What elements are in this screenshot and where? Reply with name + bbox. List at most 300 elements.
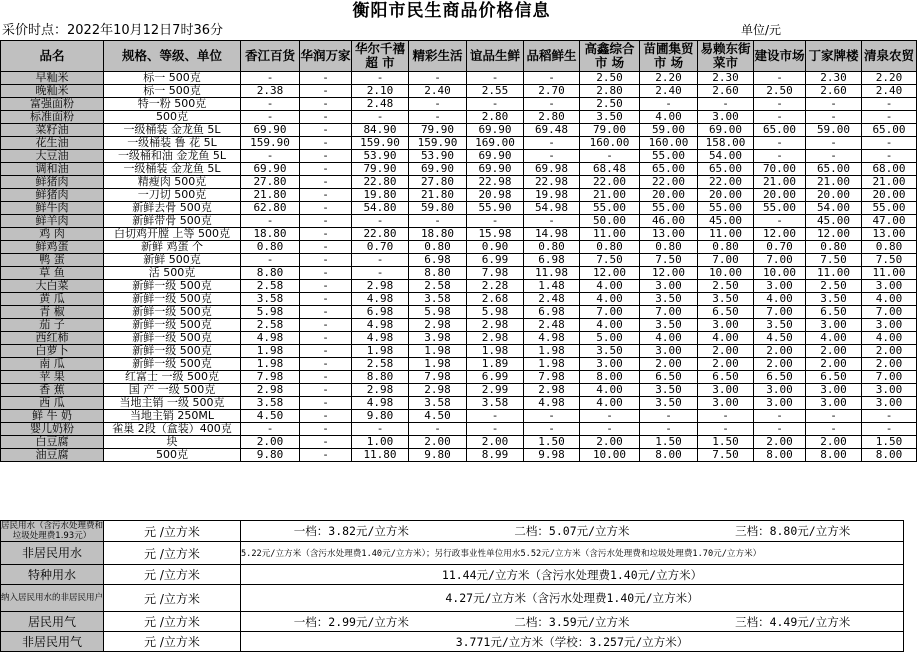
price-cell: -	[352, 215, 409, 228]
price-cell: 68.00	[862, 163, 917, 176]
price-cell: -	[300, 449, 352, 462]
product-name: 白萝卜	[1, 345, 104, 358]
price-cell: -	[524, 98, 580, 111]
price-cell: 7.98	[524, 371, 580, 384]
price-cell: 11.00	[862, 267, 917, 280]
price-cell: 4.00	[862, 293, 917, 306]
product-name: 晚籼米	[1, 85, 104, 98]
product-name: 鲜 牛 奶	[1, 410, 104, 423]
table-row	[1, 228, 917, 241]
product-spec: 500克	[104, 449, 241, 462]
price-cell: 69.90	[467, 124, 524, 137]
product-spec: 当地主销 一级 500克	[104, 397, 241, 410]
utility-text: 4.27元/立方米（含污水处理费1.40元/立方米）	[445, 591, 699, 605]
table-row	[1, 397, 917, 410]
utility-name: 非居民用水	[1, 542, 104, 565]
price-cell: -	[640, 410, 698, 423]
price-cell: 0.90	[467, 241, 524, 254]
price-cell: 6.98	[409, 254, 467, 267]
utility-tier: 三档：8.80元/立方米	[735, 524, 851, 538]
price-cell: 9.80	[409, 449, 467, 462]
price-cell: -	[300, 436, 352, 449]
table-row	[1, 215, 917, 228]
price-cell: 2.40	[862, 85, 917, 98]
price-cell: -	[524, 150, 580, 163]
price-cell: 3.58	[467, 397, 524, 410]
utility-unit: 元 /立方米	[104, 612, 241, 632]
price-cell: -	[806, 423, 862, 436]
price-cell: 3.50	[580, 345, 640, 358]
product-name: 富强面粉	[1, 98, 104, 111]
price-cell: 5.00	[580, 332, 640, 345]
product-name: 菜籽油	[1, 124, 104, 137]
price-cell: 4.50	[754, 332, 806, 345]
price-cell: 18.80	[409, 228, 467, 241]
price-cell: 55.90	[467, 202, 524, 215]
price-cell: 12.00	[806, 228, 862, 241]
column-header: 品稻鲜生	[524, 41, 580, 72]
price-cell: 0.80	[698, 241, 754, 254]
utility-text: 11.44元/立方米（含污水处理费1.40元/立方米）	[441, 567, 703, 582]
price-cell: 8.00	[806, 449, 862, 462]
price-cell: 1.98	[524, 345, 580, 358]
utility-tier: 二档：5.07元/立方米	[514, 524, 630, 538]
product-name: 香 蕉	[1, 384, 104, 397]
table-row	[1, 358, 917, 371]
price-cell: 50.00	[580, 215, 640, 228]
utility-name: 特种用水	[1, 565, 104, 585]
price-cell: -	[241, 150, 300, 163]
column-header: 高鑫综合市 场	[580, 41, 640, 72]
price-cell: 2.68	[467, 293, 524, 306]
price-cell: 65.00	[806, 163, 862, 176]
price-cell: 65.00	[640, 163, 698, 176]
price-cell: 1.00	[352, 436, 409, 449]
product-spec: 特一粉 500克	[104, 98, 241, 111]
utility-price	[241, 612, 904, 632]
price-cell: 3.00	[754, 384, 806, 397]
price-cell: -	[352, 423, 409, 436]
price-cell: 3.00	[698, 384, 754, 397]
price-cell: 2.60	[698, 85, 754, 98]
price-cell: -	[300, 345, 352, 358]
price-cell: -	[524, 137, 580, 150]
price-cell: 0.80	[806, 241, 862, 254]
price-cell: 6.50	[754, 371, 806, 384]
price-cell: -	[409, 111, 467, 124]
price-cell: 68.48	[580, 163, 640, 176]
product-spec: 一刀切 500克	[104, 189, 241, 202]
price-cell: 2.80	[580, 85, 640, 98]
price-cell: 6.50	[698, 371, 754, 384]
price-cell: 69.48	[524, 124, 580, 137]
price-cell: -	[300, 384, 352, 397]
price-time: 采价时点：2022年10月12日7时36分	[2, 23, 223, 38]
price-cell: 22.00	[640, 176, 698, 189]
price-cell: 4.98	[352, 397, 409, 410]
price-cell: 2.80	[524, 111, 580, 124]
price-cell: 69.90	[409, 163, 467, 176]
table-row	[1, 85, 917, 98]
column-header: 清泉农贸	[862, 41, 917, 72]
table-row	[1, 72, 917, 85]
price-cell: 7.00	[640, 306, 698, 319]
price-cell: 2.60	[806, 85, 862, 98]
price-cell: 3.58	[241, 397, 300, 410]
price-cell: 69.98	[524, 163, 580, 176]
price-cell: 2.58	[409, 280, 467, 293]
price-cell: -	[754, 98, 806, 111]
price-cell: 0.80	[862, 241, 917, 254]
price-cell: 3.00	[580, 358, 640, 371]
utility-tier: 一档：2.99元/立方米	[293, 614, 409, 629]
table-row	[1, 150, 917, 163]
table-row	[1, 254, 917, 267]
price-cell: -	[300, 371, 352, 384]
price-cell: 4.00	[580, 384, 640, 397]
price-cell: 22.80	[352, 228, 409, 241]
price-cell: -	[806, 137, 862, 150]
price-cell: 6.98	[524, 306, 580, 319]
table-row	[1, 98, 917, 111]
price-cell: 2.58	[241, 280, 300, 293]
table-row	[1, 111, 917, 124]
price-cell: 2.30	[806, 72, 862, 85]
product-spec: 新鲜一级 500克	[104, 306, 241, 319]
price-cell: 20.00	[806, 189, 862, 202]
price-cell: 7.50	[862, 254, 917, 267]
price-cell: -	[754, 215, 806, 228]
price-cell: 7.98	[409, 371, 467, 384]
price-cell: 7.50	[698, 449, 754, 462]
price-cell: 159.90	[409, 137, 467, 150]
price-cell: 22.00	[580, 176, 640, 189]
price-cell: -	[409, 215, 467, 228]
table-row	[1, 384, 917, 397]
price-cell: 19.80	[352, 189, 409, 202]
price-cell: 69.00	[698, 124, 754, 137]
price-cell: 3.50	[640, 293, 698, 306]
price-cell: 2.58	[352, 358, 409, 371]
price-cell: -	[300, 319, 352, 332]
price-cell: 4.50	[241, 410, 300, 423]
table-row	[1, 449, 917, 462]
price-cell: -	[640, 423, 698, 436]
table-row	[1, 436, 917, 449]
product-name: 西红柿	[1, 332, 104, 345]
price-cell: 69.90	[467, 163, 524, 176]
price-cell: 160.00	[640, 137, 698, 150]
price-cell: 8.00	[862, 449, 917, 462]
table-header-row	[1, 41, 917, 72]
page-title: 衡阳市民生商品价格信息	[352, 1, 551, 21]
price-cell: -	[754, 423, 806, 436]
price-cell: 6.99	[467, 371, 524, 384]
price-cell: -	[352, 111, 409, 124]
product-spec: 一级桶装 金龙鱼 5L	[104, 163, 241, 176]
table-row	[1, 306, 917, 319]
price-cell: 2.48	[352, 98, 409, 111]
product-spec: 块	[104, 436, 241, 449]
utility-price	[241, 542, 904, 565]
product-spec: 活 500克	[104, 267, 241, 280]
price-cell: -	[241, 423, 300, 436]
utility-text: 3.771元/立方米（学校：3.257元/立方米）	[455, 634, 689, 649]
price-cell: 2.50	[698, 280, 754, 293]
price-cell: -	[300, 254, 352, 267]
price-cell: -	[524, 72, 580, 85]
price-cell: 12.00	[580, 267, 640, 280]
price-cell: 2.98	[241, 384, 300, 397]
price-cell: 4.00	[580, 319, 640, 332]
price-cell: 2.20	[862, 72, 917, 85]
price-cell: 20.00	[698, 189, 754, 202]
price-cell: 2.98	[409, 319, 467, 332]
price-cell: 4.98	[241, 332, 300, 345]
utility-tier: 一档：3.82元/立方米	[293, 524, 409, 538]
utility-price	[241, 585, 904, 612]
price-cell: 1.98	[467, 345, 524, 358]
price-cell: 11.00	[806, 267, 862, 280]
price-cell: -	[241, 215, 300, 228]
price-cell: 79.00	[580, 124, 640, 137]
price-cell: 3.50	[580, 111, 640, 124]
price-cell: 2.00	[754, 436, 806, 449]
price-cell: -	[862, 410, 917, 423]
price-cell: 2.98	[467, 319, 524, 332]
price-cell: 6.50	[806, 306, 862, 319]
price-cell: 21.00	[862, 176, 917, 189]
price-cell: 2.50	[754, 85, 806, 98]
price-cell: 55.00	[754, 202, 806, 215]
price-cell: 2.80	[467, 111, 524, 124]
price-cell: -	[806, 410, 862, 423]
price-cell: -	[524, 410, 580, 423]
price-cell: 1.50	[862, 436, 917, 449]
price-cell: 12.00	[754, 228, 806, 241]
price-cell: 0.80	[409, 241, 467, 254]
price-cell: 6.98	[352, 306, 409, 319]
price-cell: -	[862, 150, 917, 163]
price-cell: 3.00	[806, 397, 862, 410]
price-cell: 11.98	[524, 267, 580, 280]
price-cell: -	[806, 98, 862, 111]
product-name: 鸭 蛋	[1, 254, 104, 267]
price-cell: 3.00	[806, 384, 862, 397]
unit-label: 单位/元	[741, 23, 782, 37]
price-cell: 2.40	[409, 85, 467, 98]
price-cell: 2.30	[698, 72, 754, 85]
price-cell: 1.50	[524, 436, 580, 449]
price-cell: -	[241, 111, 300, 124]
price-cell: -	[467, 410, 524, 423]
product-name: 青 椒	[1, 306, 104, 319]
product-spec: 新鲜 500克	[104, 254, 241, 267]
price-cell: 7.00	[754, 254, 806, 267]
price-cell: 3.00	[754, 397, 806, 410]
table-row	[1, 332, 917, 345]
price-cell: 20.98	[467, 189, 524, 202]
column-header: 华尔千禧超 市	[352, 41, 409, 72]
price-cell: 2.00	[467, 436, 524, 449]
price-cell: 7.00	[862, 306, 917, 319]
price-cell: 4.00	[580, 293, 640, 306]
product-name: 茄 子	[1, 319, 104, 332]
price-cell: -	[300, 423, 352, 436]
price-cell: 10.00	[698, 267, 754, 280]
product-spec: 红富士 一级 500克	[104, 371, 241, 384]
utility-row	[1, 585, 904, 612]
column-header: 谊品生鲜	[467, 41, 524, 72]
price-cell: 7.50	[640, 254, 698, 267]
price-cell: 8.00	[754, 449, 806, 462]
price-cell: 21.00	[580, 189, 640, 202]
product-spec: 新鲜去骨 500克	[104, 202, 241, 215]
price-cell: 3.50	[640, 397, 698, 410]
price-cell: 3.00	[862, 397, 917, 410]
price-cell: -	[467, 98, 524, 111]
price-cell: -	[698, 98, 754, 111]
product-name: 西 瓜	[1, 397, 104, 410]
product-spec: 新鲜带骨 500克	[104, 215, 241, 228]
price-cell: 21.00	[806, 176, 862, 189]
price-cell: 13.00	[862, 228, 917, 241]
price-cell: 69.90	[467, 150, 524, 163]
utility-name: 纳入居民用水的非居民用户	[1, 585, 104, 612]
price-cell: -	[300, 111, 352, 124]
price-cell: 22.80	[352, 176, 409, 189]
price-cell: -	[352, 254, 409, 267]
utility-unit: 元 /立方米	[104, 585, 241, 612]
price-cell: 22.98	[467, 176, 524, 189]
table-row	[1, 267, 917, 280]
price-cell: -	[754, 150, 806, 163]
price-cell: 159.90	[352, 137, 409, 150]
product-name: 婴儿奶粉	[1, 423, 104, 436]
price-cell: 8.80	[409, 267, 467, 280]
price-cell: 59.00	[806, 124, 862, 137]
price-cell: 1.98	[409, 345, 467, 358]
column-header: 精彩生活	[409, 41, 467, 72]
price-cell: 0.80	[241, 241, 300, 254]
price-cell: -	[300, 397, 352, 410]
product-name: 大豆油	[1, 150, 104, 163]
price-cell: 6.50	[806, 371, 862, 384]
price-cell: 59.00	[640, 124, 698, 137]
price-cell: 65.00	[754, 124, 806, 137]
price-cell: 9.80	[352, 410, 409, 423]
price-cell: 47.00	[862, 215, 917, 228]
price-cell: 69.90	[241, 163, 300, 176]
product-spec: 精瘦肉 500克	[104, 176, 241, 189]
price-cell: 27.80	[409, 176, 467, 189]
price-cell: 2.20	[640, 72, 698, 85]
price-cell: 2.38	[241, 85, 300, 98]
price-cell: -	[300, 280, 352, 293]
utility-price	[241, 565, 904, 585]
price-cell: 7.00	[754, 306, 806, 319]
utility-body	[1, 521, 904, 652]
product-name: 油豆腐	[1, 449, 104, 462]
product-name: 南 瓜	[1, 358, 104, 371]
column-header: 品名	[1, 41, 104, 72]
price-cell: -	[862, 137, 917, 150]
price-cell: -	[300, 85, 352, 98]
price-cell: 14.98	[524, 228, 580, 241]
utility-price	[241, 521, 904, 542]
price-cell: 10.00	[754, 267, 806, 280]
price-cell: 3.00	[640, 280, 698, 293]
table-row	[1, 241, 917, 254]
price-cell: -	[241, 254, 300, 267]
price-cell: 4.00	[640, 332, 698, 345]
price-cell: 54.00	[806, 202, 862, 215]
price-cell: 3.50	[640, 319, 698, 332]
price-cell: 54.00	[698, 150, 754, 163]
price-cell: -	[754, 72, 806, 85]
product-name: 鲜猪肉	[1, 176, 104, 189]
price-cell: 4.98	[352, 332, 409, 345]
price-cell: 27.80	[241, 176, 300, 189]
price-cell: 159.90	[241, 137, 300, 150]
price-cell: -	[580, 150, 640, 163]
utility-text: 5.22元/立方米（含污水处理费1.40元/立方米）；另行政事业性单位用水5.52元/立方米（含污水处理费和垃圾处理费1.70元/立方米）	[241, 549, 762, 559]
price-cell: 4.00	[862, 332, 917, 345]
price-cell: 0.80	[640, 241, 698, 254]
price-cell: 7.98	[241, 371, 300, 384]
product-name: 鲜牛肉	[1, 202, 104, 215]
price-cell: 22.98	[524, 176, 580, 189]
price-cell: 3.50	[806, 293, 862, 306]
price-cell: 7.50	[580, 254, 640, 267]
price-cell: -	[698, 423, 754, 436]
price-cell: 21.80	[241, 189, 300, 202]
price-cell: 19.98	[524, 189, 580, 202]
price-cell: -	[467, 72, 524, 85]
column-header: 香江百货	[241, 41, 300, 72]
price-cell: -	[300, 124, 352, 137]
column-header: 苗圃集贸市 场	[640, 41, 698, 72]
price-cell: 8.80	[241, 267, 300, 280]
price-cell: 45.00	[698, 215, 754, 228]
price-cell: 5.98	[467, 306, 524, 319]
price-cell: -	[352, 72, 409, 85]
price-cell: -	[300, 228, 352, 241]
product-name: 大白菜	[1, 280, 104, 293]
price-cell: 3.00	[698, 111, 754, 124]
price-cell: 3.50	[698, 293, 754, 306]
price-cell: 7.00	[698, 254, 754, 267]
product-spec: 新鲜一级 500克	[104, 332, 241, 345]
product-spec: 标一 500克	[104, 72, 241, 85]
price-cell: -	[806, 111, 862, 124]
price-cell: -	[300, 410, 352, 423]
price-cell: 21.00	[754, 176, 806, 189]
price-cell: 4.00	[698, 332, 754, 345]
price-cell: -	[409, 72, 467, 85]
utility-unit: 元 /立方米	[104, 542, 241, 565]
price-cell: 11.80	[352, 449, 409, 462]
price-cell: 2.98	[524, 384, 580, 397]
price-cell: 2.58	[241, 319, 300, 332]
price-cell: 0.70	[352, 241, 409, 254]
price-cell: -	[300, 189, 352, 202]
price-cell: 4.00	[640, 111, 698, 124]
product-name: 鲜猪肉	[1, 189, 104, 202]
price-cell: 1.89	[467, 358, 524, 371]
price-cell: 2.00	[862, 345, 917, 358]
table-row	[1, 410, 917, 423]
